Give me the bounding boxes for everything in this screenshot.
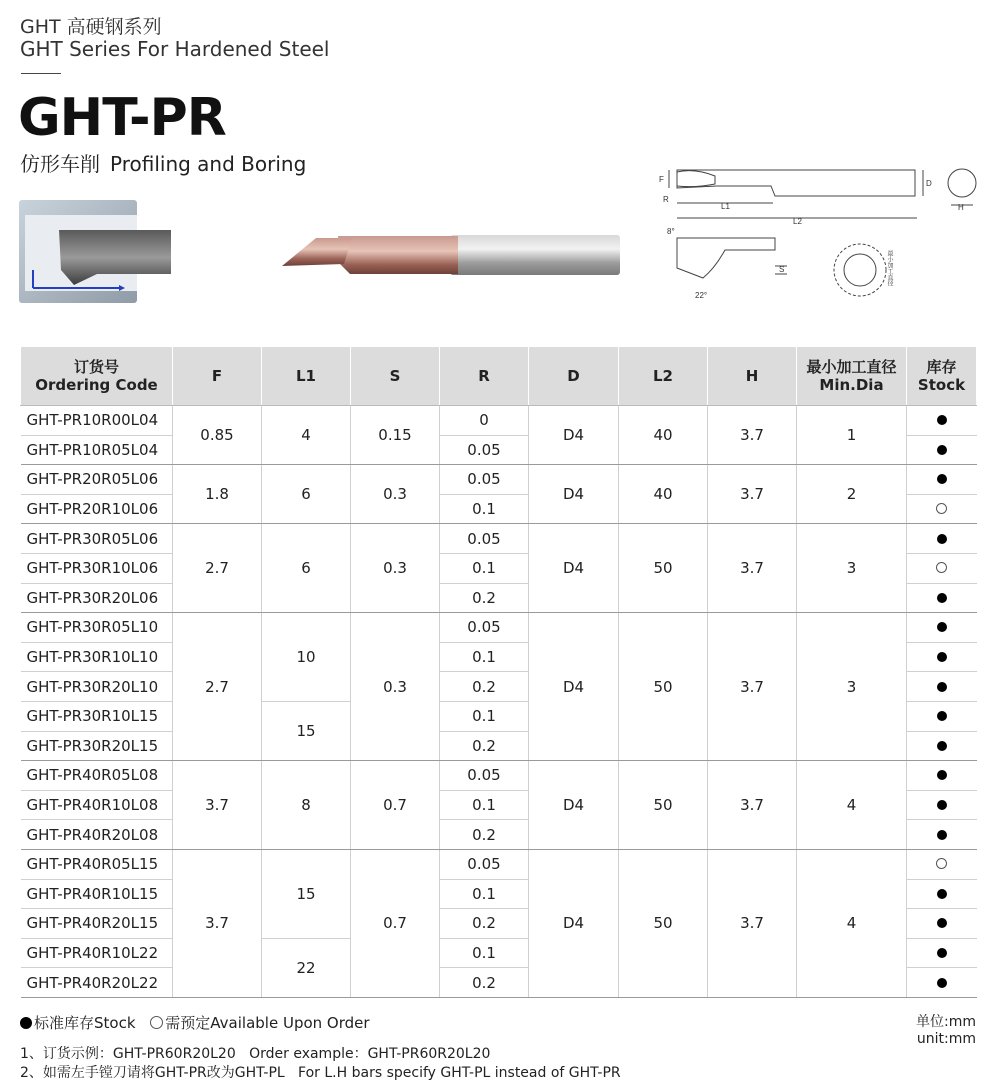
in-stock-icon xyxy=(937,741,947,751)
cutting-head-shape xyxy=(282,238,352,266)
s-cell: 0.15 xyxy=(351,406,440,465)
in-stock-icon xyxy=(937,978,947,988)
r-cell: 0.2 xyxy=(440,583,529,613)
f-cell: 3.7 xyxy=(173,761,262,850)
d-cell: D4 xyxy=(529,613,619,761)
column-header-cn: 最小加工直径 xyxy=(806,358,897,376)
stock-legend xyxy=(20,1012,370,1033)
table-row xyxy=(21,406,977,436)
application-illustration xyxy=(19,200,171,303)
l2-cell: 40 xyxy=(619,465,708,524)
shank-shape xyxy=(450,235,620,275)
r-cell: 0.1 xyxy=(440,879,529,909)
title-divider xyxy=(21,73,61,74)
column-header xyxy=(440,347,529,406)
upon-order-icon xyxy=(936,858,947,869)
column-header xyxy=(262,347,351,406)
in-stock-icon xyxy=(937,800,947,810)
l1-cell: 8 xyxy=(262,761,351,850)
stock-cell xyxy=(907,879,977,909)
label-l1: L1 xyxy=(721,202,730,211)
in-stock-icon xyxy=(937,622,947,632)
min-dia-cell: 1 xyxy=(797,406,907,465)
r-cell: 0.05 xyxy=(440,465,529,495)
ordering-code-cell: GHT-PR40R05L15 xyxy=(21,849,173,879)
stock-cell xyxy=(907,820,977,850)
table-row xyxy=(21,465,977,495)
stock-cell xyxy=(907,406,977,436)
ordering-code-cell: GHT-PR30R10L15 xyxy=(21,701,173,731)
l1-cell: 15 xyxy=(262,701,351,760)
r-cell: 0.2 xyxy=(440,968,529,998)
in-stock-icon xyxy=(937,770,947,780)
stock-cell xyxy=(907,435,977,465)
stock-cell xyxy=(907,731,977,761)
ordering-code-cell: GHT-PR20R05L06 xyxy=(21,465,173,495)
label-d: D xyxy=(926,179,932,188)
stock-cell xyxy=(907,583,977,613)
r-cell: 0.1 xyxy=(440,494,529,524)
d-cell: D4 xyxy=(529,849,619,997)
min-dia-cell: 3 xyxy=(797,613,907,761)
label-min-dia: 最小加工直径 xyxy=(886,250,892,286)
stock-cell xyxy=(907,613,977,643)
label-angle-top: 8° xyxy=(667,227,675,236)
in-stock-icon xyxy=(937,652,947,662)
ordering-code-cell: GHT-PR40R10L08 xyxy=(21,790,173,820)
stock-cell xyxy=(907,465,977,495)
h-cell: 3.7 xyxy=(708,761,797,850)
r-cell: 0.2 xyxy=(440,909,529,939)
l2-cell: 50 xyxy=(619,849,708,997)
in-stock-icon xyxy=(937,711,947,721)
stock-cell xyxy=(907,642,977,672)
product-photo xyxy=(280,232,624,280)
label-r: R xyxy=(663,195,669,204)
ordering-code-cell: GHT-PR30R20L15 xyxy=(21,731,173,761)
l1-cell: 15 xyxy=(262,849,351,938)
h-cell: 3.7 xyxy=(708,406,797,465)
ordering-code-cell: GHT-PR40R10L22 xyxy=(21,938,173,968)
l2-cell: 50 xyxy=(619,613,708,761)
column-header xyxy=(907,347,977,406)
ordering-code-cell: GHT-PR40R05L08 xyxy=(21,761,173,791)
upon-order-icon xyxy=(150,1016,163,1029)
r-cell: 0 xyxy=(440,406,529,436)
label-f: F xyxy=(659,175,664,184)
label-s: S xyxy=(779,265,785,274)
unit-en: unit:mm xyxy=(916,1031,976,1047)
ordering-code-cell: GHT-PR30R20L10 xyxy=(21,672,173,702)
r-cell: 0.2 xyxy=(440,731,529,761)
column-header-en: Min.Dia xyxy=(819,376,884,394)
column-header-en: Stock xyxy=(917,376,966,394)
f-cell: 1.8 xyxy=(173,465,262,524)
unit-cn: 单位:mm xyxy=(916,1014,976,1030)
stock-cell xyxy=(907,790,977,820)
column-header-en: D xyxy=(567,367,580,385)
subtitle-en: Profiling and Boring xyxy=(110,152,307,176)
label-l2: L2 xyxy=(793,217,802,226)
ordering-code-cell: GHT-PR30R05L06 xyxy=(21,524,173,554)
r-cell: 0.1 xyxy=(440,790,529,820)
r-cell: 0.1 xyxy=(440,642,529,672)
column-header-cn: 订货号 xyxy=(73,358,119,376)
label-angle-bottom: 22° xyxy=(695,291,708,300)
h-cell: 3.7 xyxy=(708,849,797,997)
column-header-en: Ordering Code xyxy=(35,376,158,394)
head-detail-outline xyxy=(677,238,775,278)
order-example-note: 1、订货示例：GHT-PR60R20L20 Order example：GHT-PR60R20L20 xyxy=(20,1046,491,1062)
column-header-en: L2 xyxy=(653,367,673,385)
ordering-code-cell: GHT-PR30R10L06 xyxy=(21,553,173,583)
column-header-en: R xyxy=(478,367,490,385)
s-cell: 0.7 xyxy=(351,761,440,850)
in-stock-icon xyxy=(937,445,947,455)
table-row xyxy=(21,524,977,554)
d-cell: D4 xyxy=(529,761,619,850)
unit-note xyxy=(916,1014,976,1048)
ordering-code-cell: GHT-PR40R10L15 xyxy=(21,879,173,909)
column-header-en: H xyxy=(745,367,759,385)
table-header-row xyxy=(21,347,977,406)
ordering-code-cell: GHT-PR10R00L04 xyxy=(21,406,173,436)
s-cell: 0.3 xyxy=(351,465,440,524)
r-cell: 0.05 xyxy=(440,761,529,791)
f-cell: 2.7 xyxy=(173,613,262,761)
in-stock-icon xyxy=(937,948,947,958)
legend-stock-label: 标准库存Stock xyxy=(34,1014,136,1032)
h-cell: 3.7 xyxy=(708,613,797,761)
column-header xyxy=(173,347,262,406)
r-cell: 0.1 xyxy=(440,938,529,968)
r-cell: 0.05 xyxy=(440,524,529,554)
f-cell: 3.7 xyxy=(173,849,262,997)
min-dia-cell: 4 xyxy=(797,849,907,997)
column-header xyxy=(797,347,907,406)
tool-side-outline xyxy=(677,170,915,196)
min-dia-cell: 2 xyxy=(797,465,907,524)
s-cell: 0.3 xyxy=(351,613,440,761)
upon-order-icon xyxy=(936,562,947,573)
column-header xyxy=(619,347,708,406)
left-hand-note: 2、如需左手镗刀请将GHT-PR改为GHT-PL For L.H bars specify GHT-PL instead of GHT-PR xyxy=(20,1065,621,1081)
in-stock-icon xyxy=(937,415,947,425)
product-subtitle xyxy=(20,148,316,177)
stock-cell xyxy=(907,849,977,879)
technical-drawing xyxy=(655,158,980,308)
ordering-code-cell: GHT-PR30R05L10 xyxy=(21,613,173,643)
column-header-en: F xyxy=(211,367,223,385)
column-header-en: L1 xyxy=(296,367,316,385)
ordering-code-cell: GHT-PR40R20L22 xyxy=(21,968,173,998)
stock-cell xyxy=(907,968,977,998)
in-stock-icon xyxy=(20,1017,32,1029)
l1-cell: 6 xyxy=(262,524,351,613)
stock-cell xyxy=(907,494,977,524)
subtitle-cn: 仿形车削 xyxy=(20,152,100,176)
ordering-code-cell: GHT-PR10R05L04 xyxy=(21,435,173,465)
stock-cell xyxy=(907,701,977,731)
ordering-code-cell: GHT-PR30R10L10 xyxy=(21,642,173,672)
table-row xyxy=(21,761,977,791)
r-cell: 0.05 xyxy=(440,849,529,879)
column-header xyxy=(708,347,797,406)
min-dia-cell: 3 xyxy=(797,524,907,613)
l2-cell: 50 xyxy=(619,524,708,613)
stock-cell xyxy=(907,672,977,702)
r-cell: 0.2 xyxy=(440,672,529,702)
min-dia-cell: 4 xyxy=(797,761,907,850)
ordering-code-cell: GHT-PR20R10L06 xyxy=(21,494,173,524)
l2-cell: 40 xyxy=(619,406,708,465)
stock-cell xyxy=(907,761,977,791)
table-row xyxy=(21,849,977,879)
r-cell: 0.1 xyxy=(440,701,529,731)
series-title-en: GHT Series For Hardened Steel xyxy=(20,37,330,61)
table-row xyxy=(21,613,977,643)
table-body xyxy=(21,406,977,998)
l1-cell: 6 xyxy=(262,465,351,524)
s-cell: 0.7 xyxy=(351,849,440,997)
in-stock-icon xyxy=(937,918,947,928)
product-title: GHT-PR xyxy=(18,88,226,148)
in-stock-icon xyxy=(937,474,947,484)
specification-table xyxy=(20,346,977,998)
stock-cell xyxy=(907,909,977,939)
l1-cell: 4 xyxy=(262,406,351,465)
r-cell: 0.05 xyxy=(440,435,529,465)
stock-cell xyxy=(907,524,977,554)
h-cell: 3.7 xyxy=(708,465,797,524)
r-cell: 0.05 xyxy=(440,613,529,643)
d-cell: D4 xyxy=(529,524,619,613)
in-stock-icon xyxy=(937,593,947,603)
series-title-cn: GHT 高硬钢系列 xyxy=(20,16,162,38)
r-cell: 0.2 xyxy=(440,820,529,850)
min-dia-inner-circle xyxy=(844,254,876,286)
in-stock-icon xyxy=(937,889,947,899)
l1-cell: 10 xyxy=(262,613,351,702)
in-stock-icon xyxy=(937,534,947,544)
f-cell: 2.7 xyxy=(173,524,262,613)
upon-order-icon xyxy=(936,503,947,514)
coated-neck-shape xyxy=(338,236,458,274)
f-cell: 0.85 xyxy=(173,406,262,465)
in-stock-icon xyxy=(937,682,947,692)
label-h: H xyxy=(958,203,964,212)
stock-cell xyxy=(907,553,977,583)
ordering-code-cell: GHT-PR40R20L15 xyxy=(21,909,173,939)
column-header-cn: 库存 xyxy=(926,358,957,376)
r-cell: 0.1 xyxy=(440,553,529,583)
l1-cell: 22 xyxy=(262,938,351,997)
d-cell: D4 xyxy=(529,465,619,524)
ordering-code-cell: GHT-PR40R20L08 xyxy=(21,820,173,850)
column-header-en: S xyxy=(389,367,401,385)
min-dia-circle xyxy=(834,244,886,296)
l2-cell: 50 xyxy=(619,761,708,850)
d-cell: D4 xyxy=(529,406,619,465)
ordering-code-cell: GHT-PR30R20L06 xyxy=(21,583,173,613)
column-header xyxy=(21,347,173,406)
legend-order-label: 需预定Available Upon Order xyxy=(165,1014,370,1032)
end-view-circle xyxy=(948,169,976,197)
column-header xyxy=(351,347,440,406)
stock-cell xyxy=(907,938,977,968)
tool-head-outline xyxy=(677,171,715,187)
column-header xyxy=(529,347,619,406)
s-cell: 0.3 xyxy=(351,524,440,613)
in-stock-icon xyxy=(937,830,947,840)
h-cell: 3.7 xyxy=(708,524,797,613)
